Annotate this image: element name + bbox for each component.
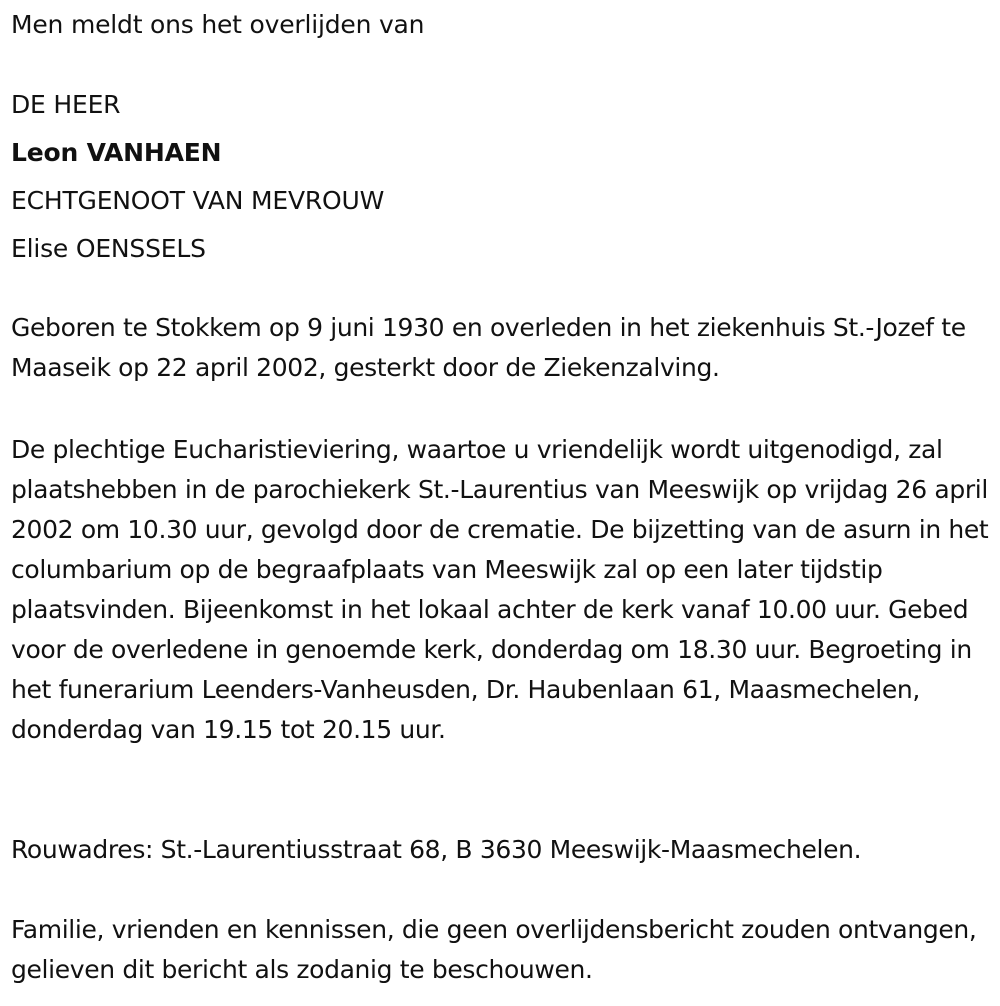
closing-paragraph: Familie, vrienden en kennissen, die geen overlijdensbericht zouden ontvangen, gelieven dit bericht als zodanig te beschouwen. — [11, 915, 977, 984]
intro-text: Men meldt ons het overlijden van — [11, 10, 425, 39]
spouse-name: Elise OENSSELS — [11, 234, 206, 263]
birth-death-paragraph: Geboren te Stokkem op 9 juni 1930 en overleden in het ziekenhuis St.-Jozef te Maaseik op 22 april 2002, gesterkt door de Ziekenzalving. — [11, 313, 966, 382]
address-paragraph: Rouwadres: St.-Laurentiusstraat 68, B 3630 Meeswijk-Maasmechelen. — [11, 835, 862, 864]
deceased-name: Leon VANHAEN — [11, 138, 222, 167]
title-prefix: DE HEER — [11, 90, 121, 119]
relation-text: ECHTGENOOT VAN MEVROUW — [11, 186, 385, 215]
ceremony-paragraph: De plechtige Eucharistieviering, waartoe u vriendelijk wordt uitgenodigd, zal plaatshebben in de parochiekerk St.-Laurentius van Meeswijk op vrijdag 26 april 2002 om 10.30 uur, gevolgd door de crematie. De bijzetting van de asurn in het columbarium op de begraafplaats van Meeswijk zal op een later tijdstip plaatsvinden. Bijeenkomst in het lokaal achter de kerk vanaf 10.00 uur. Gebed voor de overledene in genoemde kerk, donderdag om 18.30 uur. Begroeting in het funerarium Leenders-Vanheusden, Dr. Haubenlaan 61, Maasmechelen, donderdag van 19.15 tot 20.15 uur. — [11, 435, 989, 744]
